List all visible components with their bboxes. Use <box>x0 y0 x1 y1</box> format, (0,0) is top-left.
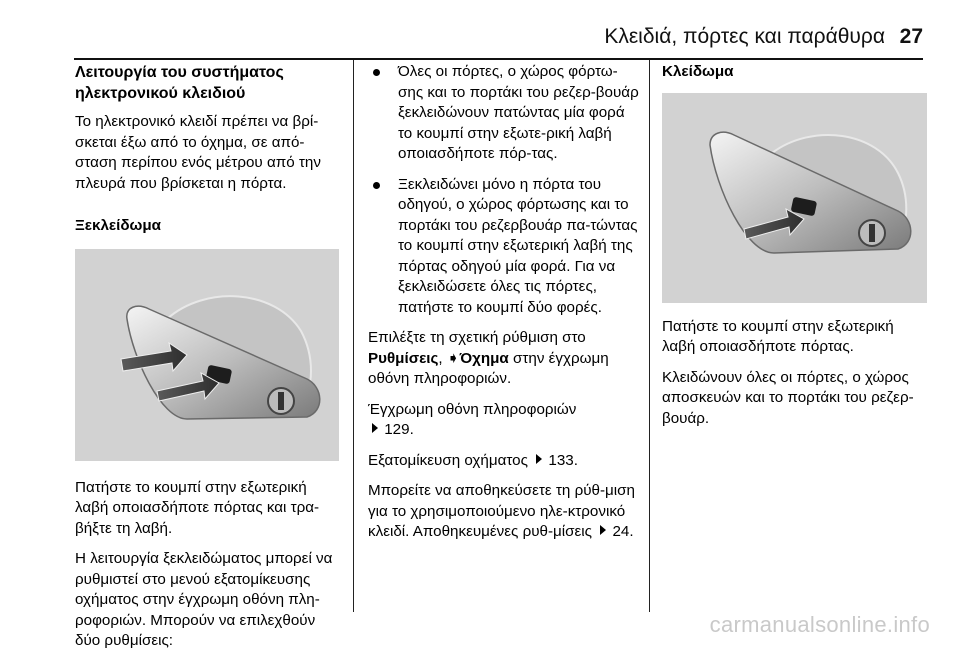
column-1 <box>75 62 343 662</box>
reference-info-display: Έγχρωμη οθόνη πληροφοριών 129. <box>368 400 577 438</box>
reference-page: 133. <box>548 451 578 469</box>
reference-page: 24. <box>612 523 634 540</box>
door-handle-unlock-graphic <box>75 249 339 461</box>
subheading-unlock: Ξεκλείδωμα <box>75 217 161 234</box>
column-divider <box>353 60 354 612</box>
menu-arrow-icon: ➧ <box>446 349 460 367</box>
door-handle-lock-graphic <box>662 93 927 303</box>
settings-menu-label: Ρυθμίσεις <box>368 349 439 367</box>
reference-personalization: Εξατομίκευση οχήματος 133. <box>368 451 578 469</box>
select-suffix: στην έγχρωμη οθόνη πληροφοριών. <box>368 349 609 387</box>
figure-caption-unlock: Πατήστε το κουμπί στην εξωτερική λαβή οποιασδήποτε πόρτας και τρα-βήξτε τη λαβή. <box>75 478 320 537</box>
select-setting-paragraph: Επιλέξτε τη σχετική ρύθμιση στο Ρυθμίσεις, ➧Όχημα στην έγχρωμη οθόνη πληροφοριών. <box>368 329 609 387</box>
unlock-settings-paragraph: Η λειτουργία ξεκλειδώματος μπορεί να ρυθμιστεί στο μενού εξατομίκευσης οχήματος στην έγχρωμη οθόνη πλη-ροφοριών. Μπορούν να επιλεχθούν δύο ρυθμίσεις: <box>75 550 333 649</box>
header-rule <box>74 58 923 60</box>
door-handle-unlock-illustration <box>75 249 339 461</box>
figure-caption-lock: Πατήστε το κουμπί στην εξωτερική λαβή οποιασδήποτε πόρτας. <box>662 317 894 355</box>
vehicle-menu-label: ➧Όχημα <box>446 349 509 367</box>
column-2 <box>368 62 640 553</box>
page-reference-icon <box>372 423 378 433</box>
list-item: Όλες οι πόρτες, ο χώρος φόρτω-σης και το πορτάκι του ρεζερ-βουάρ ξεκλειδώνουν πατώντας μία φορά το κουμπί στην εξωτε-ρική λαβή οποιασδήποτε πόρ-τας. <box>368 62 640 165</box>
subheading-lock: Κλείδωμα <box>662 63 734 80</box>
section-heading <box>75 62 343 104</box>
unlock-options-list <box>368 62 640 318</box>
door-handle-lock-illustration <box>662 93 927 303</box>
column-3 <box>662 62 928 439</box>
reference-page: 129. <box>384 421 414 438</box>
page-number: 27 <box>899 25 923 48</box>
column-divider <box>649 60 650 612</box>
page-reference-icon <box>536 454 542 464</box>
page-reference-icon <box>600 525 606 535</box>
store-setting-paragraph: Μπορείτε να αποθηκεύσετε τη ρύθ-μιση για το χρησιμοποιούμενο ηλε-κτρονικό κλειδί. Αποθηκευμένες ρυθ-μίσεις 24. <box>368 482 635 540</box>
heading-line-1: Λειτουργία του συστήματος <box>75 64 284 81</box>
intro-paragraph: Το ηλεκτρονικό κλειδί πρέπει να βρί-σκεται έξω από το όχημα, σε από-σταση περίπου ενός μέτρου από την πλευρά που βρίσκεται η πόρτα. <box>75 113 321 192</box>
lock-paragraph: Κλειδώνουν όλες οι πόρτες, ο χώρος αποσκευών και το πορτάκι του ρεζερ-βουάρ. <box>662 368 914 427</box>
heading-line-2: ηλεκτρονικού κλειδιού <box>75 85 246 102</box>
select-prefix: Επιλέξτε τη σχετική ρύθμιση στο <box>368 329 586 346</box>
page-header-title: Κλειδιά, πόρτες και παράθυρα <box>604 25 885 48</box>
watermark: carmanualsonline.info <box>709 612 930 637</box>
list-item: Ξεκλειδώνει μόνο η πόρτα του οδηγού, ο χώρος φόρτωσης και το πορτάκι του ρεζερβουάρ πα-τώντας το κουμπί στην εξωτερική λαβή της πόρτας οδηγού μία φορά. Για να ξεκλειδώσετε όλες τις πόρτες, πατήστε το κουμπί δύο φορές. <box>368 175 640 319</box>
